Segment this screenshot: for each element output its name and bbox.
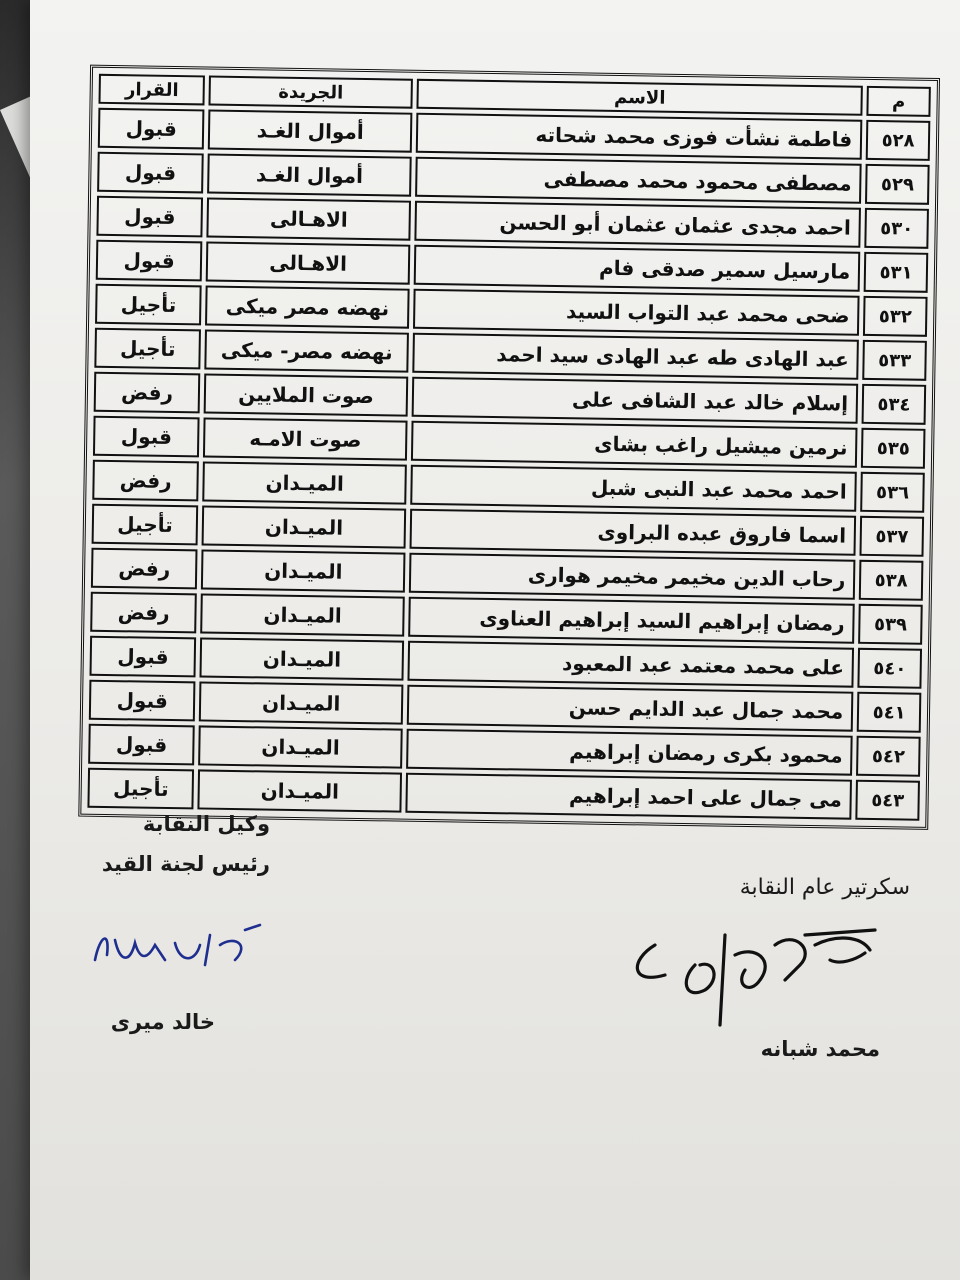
cell-num: ٥٢٨ (866, 120, 930, 161)
right-name: محمد شبانه (760, 1037, 880, 1061)
cell-paper: الميـدان (199, 681, 403, 724)
cell-name: اسما فاروق عبده البراوى (410, 509, 857, 556)
left-signature-ink (85, 915, 265, 975)
cell-paper: الاهـالى (207, 198, 411, 241)
left-name: خالد ميرى (110, 1010, 215, 1034)
cell-decision: قبول (97, 152, 204, 194)
cell-name: رمضان إبراهيم السيد إبراهيم العناوى (408, 597, 855, 644)
cell-name: مى جمال على احمد إبراهيم (405, 773, 852, 820)
cell-paper: الاهـالى (206, 242, 410, 285)
cell-num: ٥٣٠ (865, 208, 929, 249)
cell-num: ٥٣٥ (861, 428, 925, 469)
cell-name: محمود بكرى رمضان إبراهيم (406, 729, 853, 776)
header-num: م (867, 86, 931, 117)
cell-name: على محمد معتمد عبد المعبود (407, 641, 854, 688)
cell-decision: قبول (98, 108, 205, 150)
cell-paper: الميـدان (198, 725, 402, 768)
cell-name: احمد محمد عبد النبى شبل (410, 465, 857, 512)
cell-decision: تأجيل (94, 328, 201, 370)
cell-decision: قبول (90, 636, 197, 678)
cell-num: ٥٣١ (864, 252, 928, 293)
cell-decision: تأجيل (95, 284, 202, 326)
cell-decision: رفض (90, 592, 197, 634)
cell-name: إسلام خالد عبد الشافى على (412, 377, 859, 424)
cell-name: مصطفى محمود محمد مصطفى (415, 157, 862, 204)
cell-name: احمد مجدى عثمان عثمان أبو الحسن (414, 201, 861, 248)
cell-name: مارسيل سمير صدقى فام (414, 245, 861, 292)
table-body (87, 108, 930, 821)
cell-paper: صوت الملايين (204, 373, 408, 416)
cell-paper: الميـدان (198, 769, 402, 812)
cell-paper: الميـدان (201, 549, 405, 592)
members-table (78, 65, 940, 830)
members-table-wrapper (78, 65, 940, 830)
cell-num: ٥٢٩ (865, 164, 929, 205)
cell-decision: قبول (96, 240, 203, 282)
cell-paper: الميـدان (200, 593, 404, 636)
header-decision: القرار (98, 74, 205, 106)
cell-paper: الميـدان (202, 505, 406, 548)
cell-paper: أموال الغـد (207, 154, 411, 197)
cell-paper: أموال الغـد (208, 110, 412, 153)
cell-num: ٥٣٦ (860, 472, 924, 513)
right-signature-ink (625, 905, 885, 1035)
cell-name: عبد الهادى طه عبد الهادى سيد احمد (412, 333, 859, 380)
cell-num: ٥٣٧ (860, 516, 924, 557)
cell-name: رحاب الدين مخيمر مخيمر هوارى (409, 553, 856, 600)
cell-num: ٥٤٢ (856, 736, 920, 777)
header-name: الاسم (416, 79, 863, 116)
cell-num: ٥٤٣ (856, 780, 920, 821)
cell-name: محمد جمال عبد الدايم حسن (407, 685, 854, 732)
cell-decision: تأجيل (87, 768, 194, 810)
cell-name: ضحى محمد عبد التواب السيد (413, 289, 860, 336)
cell-decision: قبول (93, 416, 200, 458)
header-paper: الجريدة (209, 76, 413, 109)
cell-decision: قبول (89, 680, 196, 722)
cell-name: فاطمة نشأت فوزى محمد شحاته (416, 113, 863, 160)
left-title-1: وكيل النقابة (142, 812, 270, 836)
right-title: سكرتير عام النقابة (739, 875, 910, 900)
cell-decision: قبول (96, 196, 203, 238)
cell-num: ٥٣٢ (863, 296, 927, 337)
cell-decision: تأجيل (92, 504, 199, 546)
left-title-2: رئيس لجنة القيد (101, 852, 270, 876)
cell-num: ٥٣٤ (862, 384, 926, 425)
cell-decision: قبول (88, 724, 195, 766)
cell-paper: صوت الامـه (203, 417, 407, 460)
cell-num: ٥٤١ (857, 692, 921, 733)
cell-num: ٥٣٩ (858, 604, 922, 645)
cell-paper: نهضه مصر- ميكى (205, 329, 409, 372)
cell-decision: رفض (92, 460, 199, 502)
cell-num: ٥٣٨ (859, 560, 923, 601)
cell-paper: نهضه مصر ميكى (205, 285, 409, 328)
cell-num: ٥٣٣ (862, 340, 926, 381)
cell-num: ٥٤٠ (858, 648, 922, 689)
cell-name: نرمين ميشيل راغب بشاى (411, 421, 858, 468)
cell-decision: رفض (94, 372, 201, 414)
cell-paper: الميـدان (200, 637, 404, 680)
cell-decision: رفض (91, 548, 198, 590)
cell-paper: الميـدان (203, 461, 407, 504)
